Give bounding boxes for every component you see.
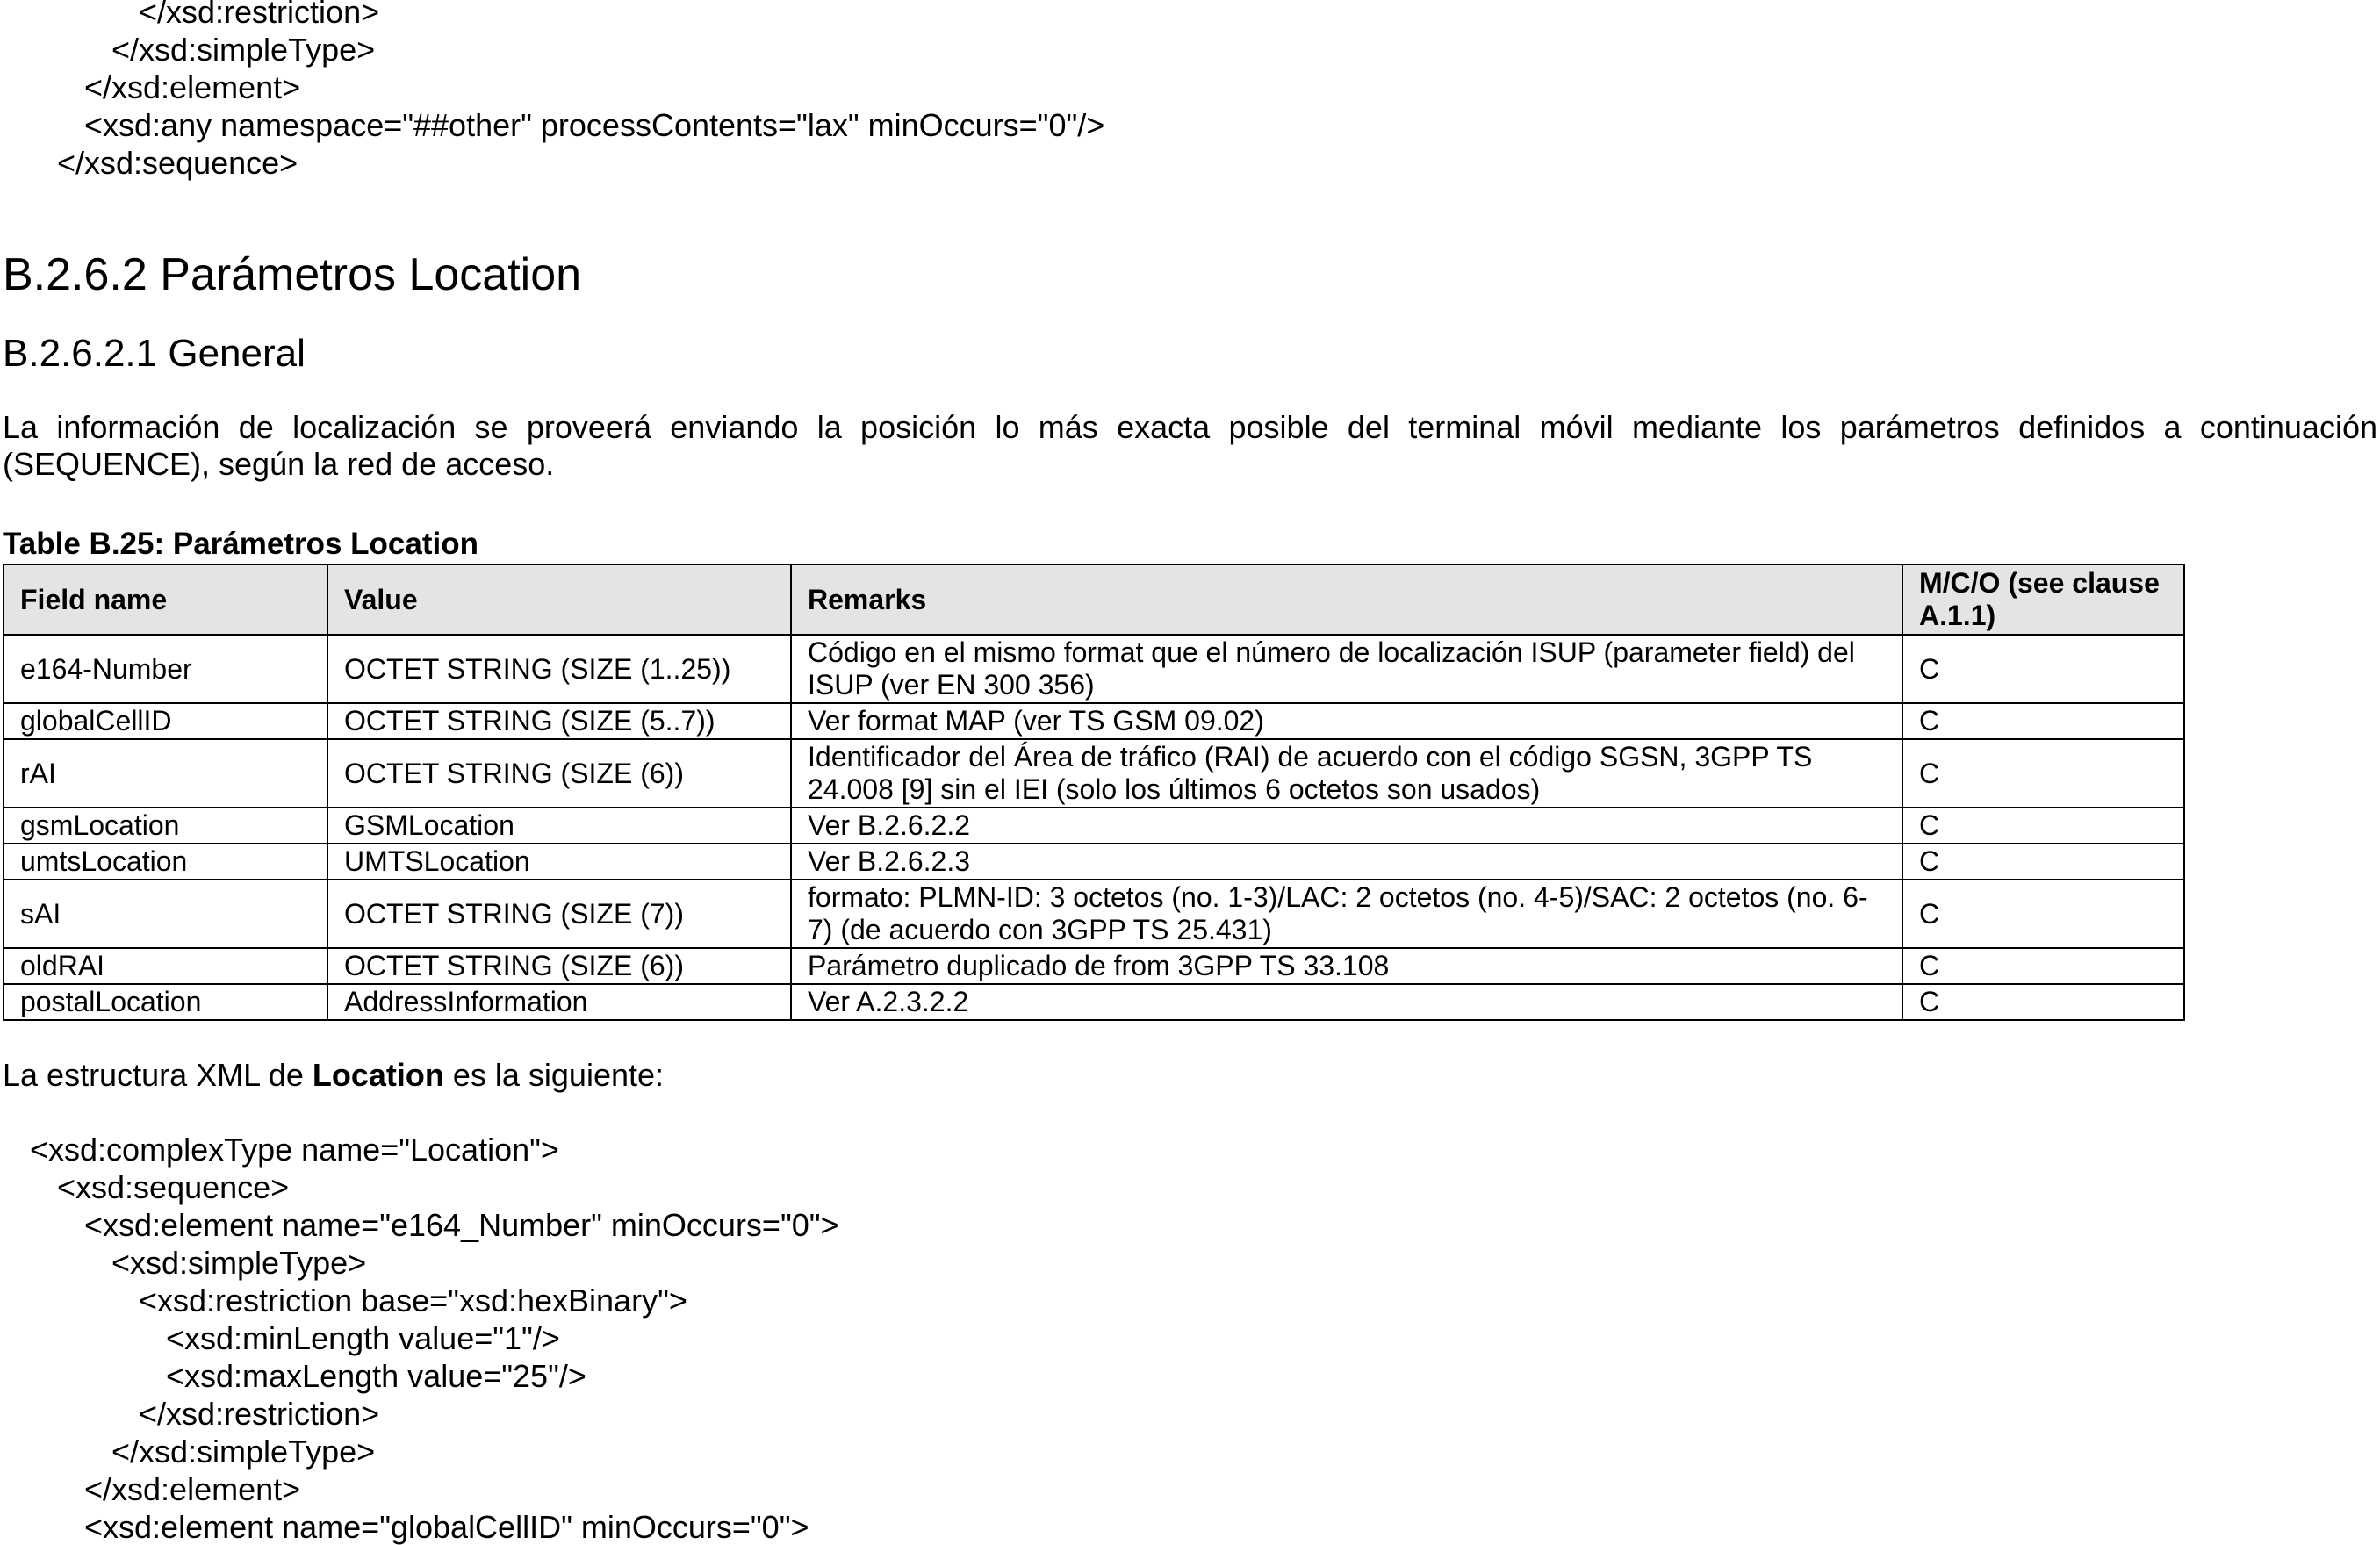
- cell-mco: C: [1902, 703, 2184, 739]
- code-line: </xsd:restriction>: [139, 1396, 380, 1432]
- code-line: <xsd:sequence>: [57, 1169, 290, 1205]
- code-line: <xsd:complexType name="Location">: [30, 1132, 559, 1168]
- cell-value: OCTET STRING (SIZE (6)): [327, 739, 791, 808]
- cell-remarks: Ver B.2.6.2.2: [791, 808, 1902, 844]
- cell-field: gsmLocation: [4, 808, 327, 844]
- subsection-heading: B.2.6.2.1 General: [3, 332, 306, 375]
- cell-remarks: Parámetro duplicado de from 3GPP TS 33.108: [791, 948, 1902, 984]
- cell-field: sAI: [4, 880, 327, 948]
- xml-intro-after: es la siguiente:: [443, 1057, 665, 1093]
- xml-intro-bold: Location: [312, 1057, 444, 1093]
- code-line: </xsd:element>: [84, 69, 301, 105]
- code-line: <xsd:any namespace="##other" processContents="lax" minOccurs="0"/>: [84, 107, 1105, 143]
- code-line: <xsd:minLength value="1"/>: [166, 1320, 560, 1356]
- code-line: <xsd:element name="globalCellID" minOccurs="0">: [84, 1509, 809, 1545]
- table-row: [4, 948, 2184, 984]
- code-line: </xsd:element>: [84, 1471, 301, 1507]
- cell-field: globalCellID: [4, 703, 327, 739]
- code-line: </xsd:simpleType>: [111, 32, 376, 68]
- cell-remarks: Identificador del Área de tráfico (RAI) de acuerdo con el código SGSN, 3GPP TS 24.008 [9] sin el IEI (solo los últimos 6 octetos son usados): [791, 739, 1902, 808]
- cell-value: OCTET STRING (SIZE (7)): [327, 880, 791, 948]
- cell-remarks: Ver A.2.3.2.2: [791, 984, 1902, 1020]
- cell-mco: C: [1902, 844, 2184, 880]
- table-row: [4, 703, 2184, 739]
- cell-mco: C: [1902, 880, 2184, 948]
- cell-field: umtsLocation: [4, 844, 327, 880]
- code-line: <xsd:restriction base="xsd:hexBinary">: [139, 1283, 687, 1319]
- cell-mco: C: [1902, 984, 2184, 1020]
- table-row: [4, 739, 2184, 808]
- cell-remarks: Ver B.2.6.2.3: [791, 844, 1902, 880]
- code-line: <xsd:simpleType>: [111, 1245, 367, 1281]
- cell-mco: C: [1902, 808, 2184, 844]
- table-caption: Table B.25: Parámetros Location: [3, 527, 479, 561]
- code-line: <xsd:element name="e164_Number" minOccurs="0">: [84, 1207, 839, 1243]
- header-value: Value: [327, 564, 791, 635]
- table-row: [4, 808, 2184, 844]
- cell-value: OCTET STRING (SIZE (6)): [327, 948, 791, 984]
- cell-value: AddressInformation: [327, 984, 791, 1020]
- code-line: <xsd:maxLength value="25"/>: [166, 1358, 586, 1394]
- cell-mco: C: [1902, 635, 2184, 703]
- section-heading: B.2.6.2 Parámetros Location: [3, 249, 582, 300]
- cell-mco: C: [1902, 948, 2184, 984]
- table-row: [4, 984, 2184, 1020]
- cell-mco: C: [1902, 739, 2184, 808]
- body-paragraph: La información de localización se proveerá enviando la posición lo más exacta posible del terminal móvil mediante los parámetros definidos a continuación (SEQUENCE), según la red de acceso.: [3, 409, 2377, 482]
- cell-remarks: formato: PLMN-ID: 3 octetos (no. 1-3)/LAC: 2 octetos (no. 4-5)/SAC: 2 octetos (no. 6-7) (de acuerdo con 3GPP TS 25.431): [791, 880, 1902, 948]
- cell-remarks: Ver format MAP (ver TS GSM 09.02): [791, 703, 1902, 739]
- xml-intro: [3, 1057, 664, 1094]
- cell-value: GSMLocation: [327, 808, 791, 844]
- table-row: [4, 635, 2184, 703]
- cell-field: e164-Number: [4, 635, 327, 703]
- table-row: [4, 880, 2184, 948]
- cell-field: oldRAI: [4, 948, 327, 984]
- code-line: </xsd:sequence>: [57, 145, 298, 181]
- cell-value: OCTET STRING (SIZE (1..25)): [327, 635, 791, 703]
- header-mco: M/C/O (see clause A.1.1): [1902, 564, 2184, 635]
- cell-field: postalLocation: [4, 984, 327, 1020]
- code-line: </xsd:restriction>: [139, 0, 380, 30]
- cell-remarks: Código en el mismo format que el número de localización ISUP (parameter field) del ISUP (ver EN 300 356): [791, 635, 1902, 703]
- table-row: [4, 844, 2184, 880]
- header-remarks: Remarks: [791, 564, 1902, 635]
- xml-intro-before: La estructura XML de: [3, 1057, 313, 1093]
- cell-value: OCTET STRING (SIZE (5..7)): [327, 703, 791, 739]
- cell-value: UMTSLocation: [327, 844, 791, 880]
- header-field-name: Field name: [4, 564, 327, 635]
- code-line: </xsd:simpleType>: [111, 1434, 376, 1470]
- cell-field: rAI: [4, 739, 327, 808]
- table-header-row: [4, 564, 2184, 635]
- parameters-table: [3, 564, 2185, 1021]
